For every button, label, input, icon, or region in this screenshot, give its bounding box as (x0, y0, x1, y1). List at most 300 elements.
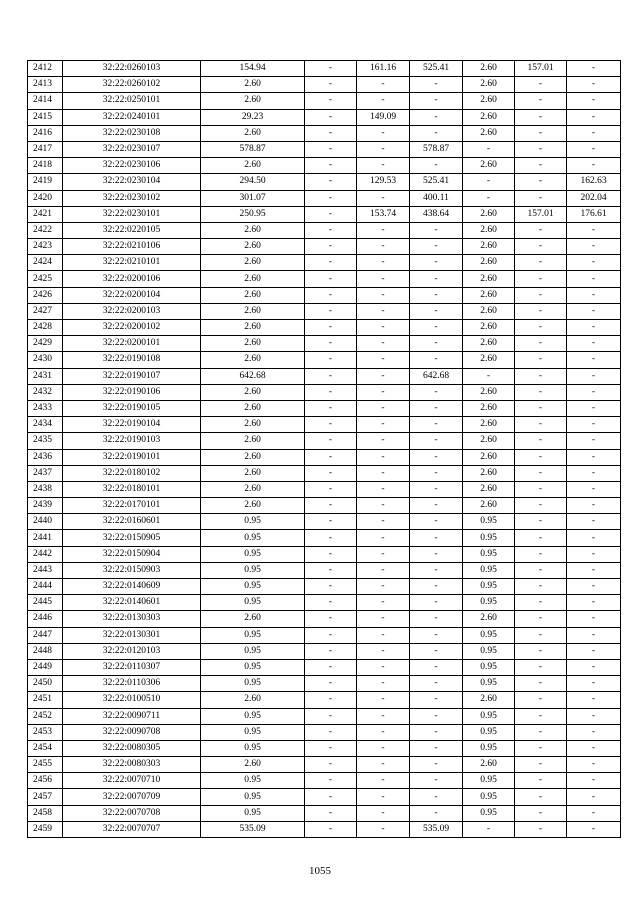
col4-cell: - (305, 546, 357, 562)
col7-cell: 2.60 (463, 400, 515, 416)
col7-cell: 2.60 (463, 352, 515, 368)
row-number-cell: 2441 (28, 530, 63, 546)
col9-cell: - (567, 303, 621, 319)
col9-cell: - (567, 643, 621, 659)
table-row (28, 757, 621, 773)
col4-cell: - (305, 222, 357, 238)
table-row (28, 384, 621, 400)
table-row (28, 659, 621, 675)
col5-cell: - (357, 789, 410, 805)
value-cell: 2.60 (201, 417, 305, 433)
col7-cell: 2.60 (463, 417, 515, 433)
col5-cell: - (357, 449, 410, 465)
col5-cell: - (357, 546, 410, 562)
cadastral-number-cell: 32:22:0110306 (63, 676, 201, 692)
table-row (28, 773, 621, 789)
col4-cell: - (305, 109, 357, 125)
row-number-cell: 2422 (28, 222, 63, 238)
col8-cell: - (515, 158, 567, 174)
col9-cell: - (567, 692, 621, 708)
cadastral-number-cell: 32:22:0100510 (63, 692, 201, 708)
col8-cell: - (515, 805, 567, 821)
col9-cell: - (567, 530, 621, 546)
table-row (28, 303, 621, 319)
col8-cell: - (515, 400, 567, 416)
value-cell: 0.95 (201, 579, 305, 595)
value-cell: 2.60 (201, 449, 305, 465)
page-number: 1055 (309, 865, 331, 877)
col8-cell: - (515, 789, 567, 805)
col6-cell: - (410, 303, 463, 319)
table-row (28, 93, 621, 109)
cadastral-number-cell: 32:22:0230106 (63, 158, 201, 174)
value-cell: 0.95 (201, 659, 305, 675)
col7-cell: 2.60 (463, 465, 515, 481)
col5-cell: - (357, 384, 410, 400)
value-cell: 0.95 (201, 740, 305, 756)
col7-cell: 0.95 (463, 708, 515, 724)
col6-cell: - (410, 109, 463, 125)
col7-cell: 0.95 (463, 724, 515, 740)
table-row (28, 498, 621, 514)
col4-cell: - (305, 125, 357, 141)
col5-cell: - (357, 93, 410, 109)
col8-cell: - (515, 481, 567, 497)
col9-cell: - (567, 287, 621, 303)
col4-cell: - (305, 320, 357, 336)
col9-cell: - (567, 239, 621, 255)
col4-cell: - (305, 271, 357, 287)
col6-cell: - (410, 125, 463, 141)
table-row (28, 676, 621, 692)
col8-cell: - (515, 740, 567, 756)
cadastral-number-cell: 32:22:0150905 (63, 530, 201, 546)
value-cell: 0.95 (201, 676, 305, 692)
col5-cell: - (357, 271, 410, 287)
row-number-cell: 2414 (28, 93, 63, 109)
col8-cell: - (515, 352, 567, 368)
table-row (28, 692, 621, 708)
col4-cell: - (305, 724, 357, 740)
row-number-cell: 2455 (28, 757, 63, 773)
col5-cell: - (357, 368, 410, 384)
col9-cell: - (567, 271, 621, 287)
col8-cell: - (515, 368, 567, 384)
cadastral-number-cell: 32:22:0070709 (63, 789, 201, 805)
table-row (28, 465, 621, 481)
col9-cell: - (567, 514, 621, 530)
col9-cell: - (567, 109, 621, 125)
cadastral-number-cell: 32:22:0070710 (63, 773, 201, 789)
col8-cell: - (515, 692, 567, 708)
col7-cell: 2.60 (463, 125, 515, 141)
value-cell: 0.95 (201, 724, 305, 740)
col7-cell: 2.60 (463, 239, 515, 255)
col7-cell: 0.95 (463, 740, 515, 756)
col5-cell: - (357, 336, 410, 352)
col6-cell: - (410, 773, 463, 789)
value-cell: 2.60 (201, 303, 305, 319)
col6-cell: - (410, 222, 463, 238)
table-row (28, 61, 621, 77)
col4-cell: - (305, 287, 357, 303)
col5-cell: - (357, 498, 410, 514)
col7-cell: 0.95 (463, 789, 515, 805)
col5-cell: - (357, 417, 410, 433)
col4-cell: - (305, 692, 357, 708)
data-table-container (27, 60, 621, 838)
col5-cell: - (357, 724, 410, 740)
col5-cell: - (357, 611, 410, 627)
row-number-cell: 2443 (28, 562, 63, 578)
table-row (28, 336, 621, 352)
row-number-cell: 2451 (28, 692, 63, 708)
col6-cell: - (410, 562, 463, 578)
col7-cell: 0.95 (463, 805, 515, 821)
cadastral-number-cell: 32:22:0130303 (63, 611, 201, 627)
col5-cell: - (357, 562, 410, 578)
col9-cell: - (567, 77, 621, 93)
value-cell: 250.95 (201, 206, 305, 222)
col5-cell: - (357, 465, 410, 481)
cadastral-number-cell: 32:22:0230107 (63, 141, 201, 157)
col9-cell: - (567, 336, 621, 352)
col9-cell: - (567, 757, 621, 773)
value-cell: 0.95 (201, 805, 305, 821)
col4-cell: - (305, 562, 357, 578)
cadastral-number-cell: 32:22:0200102 (63, 320, 201, 336)
table-body (28, 61, 621, 838)
cadastral-number-cell: 32:22:0150904 (63, 546, 201, 562)
col6-cell: - (410, 724, 463, 740)
col4-cell: - (305, 595, 357, 611)
col8-cell: - (515, 222, 567, 238)
col6-cell: - (410, 740, 463, 756)
table-row (28, 514, 621, 530)
cadastral-number-cell: 32:22:0220105 (63, 222, 201, 238)
col4-cell: - (305, 352, 357, 368)
value-cell: 2.60 (201, 320, 305, 336)
col6-cell: 400.11 (410, 190, 463, 206)
table-row (28, 481, 621, 497)
col4-cell: - (305, 368, 357, 384)
col7-cell: 2.60 (463, 498, 515, 514)
col4-cell: - (305, 77, 357, 93)
row-number-cell: 2456 (28, 773, 63, 789)
data-table (27, 60, 621, 838)
cadastral-number-cell: 32:22:0160601 (63, 514, 201, 530)
col7-cell: 0.95 (463, 514, 515, 530)
col8-cell: - (515, 595, 567, 611)
table-row (28, 222, 621, 238)
col6-cell: - (410, 708, 463, 724)
col5-cell: - (357, 579, 410, 595)
value-cell: 0.95 (201, 789, 305, 805)
table-row (28, 125, 621, 141)
col9-cell: - (567, 562, 621, 578)
row-number-cell: 2444 (28, 579, 63, 595)
row-number-cell: 2417 (28, 141, 63, 157)
table-row (28, 643, 621, 659)
col9-cell: - (567, 627, 621, 643)
col8-cell: - (515, 77, 567, 93)
col9-cell: - (567, 125, 621, 141)
col8-cell: - (515, 724, 567, 740)
col5-cell: - (357, 708, 410, 724)
row-number-cell: 2453 (28, 724, 63, 740)
col8-cell: - (515, 125, 567, 141)
col8-cell: - (515, 271, 567, 287)
col8-cell: - (515, 627, 567, 643)
row-number-cell: 2421 (28, 206, 63, 222)
col5-cell: - (357, 659, 410, 675)
col7-cell: 2.60 (463, 93, 515, 109)
row-number-cell: 2413 (28, 77, 63, 93)
table-row (28, 805, 621, 821)
col6-cell: - (410, 255, 463, 271)
row-number-cell: 2429 (28, 336, 63, 352)
row-number-cell: 2450 (28, 676, 63, 692)
col8-cell: - (515, 757, 567, 773)
col9-cell: - (567, 498, 621, 514)
cadastral-number-cell: 32:22:0230108 (63, 125, 201, 141)
col8-cell: - (515, 659, 567, 675)
cadastral-number-cell: 32:22:0080305 (63, 740, 201, 756)
col4-cell: - (305, 659, 357, 675)
value-cell: 2.60 (201, 465, 305, 481)
col9-cell: - (567, 465, 621, 481)
col8-cell: - (515, 676, 567, 692)
cadastral-number-cell: 32:22:0130301 (63, 627, 201, 643)
col7-cell: 0.95 (463, 627, 515, 643)
table-row (28, 287, 621, 303)
col8-cell: - (515, 287, 567, 303)
col6-cell: - (410, 320, 463, 336)
col8-cell: - (515, 530, 567, 546)
col5-cell: - (357, 255, 410, 271)
col8-cell: - (515, 562, 567, 578)
row-number-cell: 2458 (28, 805, 63, 821)
value-cell: 154.94 (201, 61, 305, 77)
table-row (28, 190, 621, 206)
table-row (28, 546, 621, 562)
col7-cell: 0.95 (463, 530, 515, 546)
row-number-cell: 2446 (28, 611, 63, 627)
col6-cell: - (410, 271, 463, 287)
cadastral-number-cell: 32:22:0200104 (63, 287, 201, 303)
col7-cell: 0.95 (463, 773, 515, 789)
col8-cell: - (515, 303, 567, 319)
col9-cell: - (567, 821, 621, 837)
value-cell: 2.60 (201, 757, 305, 773)
col5-cell: 129.53 (357, 174, 410, 190)
value-cell: 2.60 (201, 158, 305, 174)
col9-cell: - (567, 740, 621, 756)
col9-cell: - (567, 659, 621, 675)
value-cell: 2.60 (201, 384, 305, 400)
cadastral-number-cell: 32:22:0070708 (63, 805, 201, 821)
table-row (28, 239, 621, 255)
col4-cell: - (305, 400, 357, 416)
cadastral-number-cell: 32:22:0230102 (63, 190, 201, 206)
col9-cell: - (567, 449, 621, 465)
col6-cell: - (410, 611, 463, 627)
col8-cell: - (515, 320, 567, 336)
col4-cell: - (305, 514, 357, 530)
col5-cell: 149.09 (357, 109, 410, 125)
col4-cell: - (305, 627, 357, 643)
col5-cell: - (357, 320, 410, 336)
table-row (28, 611, 621, 627)
col5-cell: 153.74 (357, 206, 410, 222)
col9-cell: - (567, 773, 621, 789)
col7-cell: 2.60 (463, 481, 515, 497)
row-number-cell: 2415 (28, 109, 63, 125)
col4-cell: - (305, 579, 357, 595)
col5-cell: - (357, 627, 410, 643)
col7-cell: 2.60 (463, 303, 515, 319)
col4-cell: - (305, 773, 357, 789)
row-number-cell: 2438 (28, 481, 63, 497)
table-row (28, 530, 621, 546)
col4-cell: - (305, 303, 357, 319)
col6-cell: - (410, 77, 463, 93)
col6-cell: 525.41 (410, 174, 463, 190)
table-row (28, 320, 621, 336)
col9-cell: - (567, 708, 621, 724)
table-row (28, 400, 621, 416)
col9-cell: - (567, 805, 621, 821)
row-number-cell: 2448 (28, 643, 63, 659)
cadastral-number-cell: 32:22:0200103 (63, 303, 201, 319)
col7-cell: - (463, 190, 515, 206)
row-number-cell: 2445 (28, 595, 63, 611)
col7-cell: - (463, 821, 515, 837)
col5-cell: - (357, 757, 410, 773)
col8-cell: - (515, 498, 567, 514)
value-cell: 301.07 (201, 190, 305, 206)
cadastral-number-cell: 32:22:0150903 (63, 562, 201, 578)
col6-cell: - (410, 433, 463, 449)
row-number-cell: 2435 (28, 433, 63, 449)
cadastral-number-cell: 32:22:0190107 (63, 368, 201, 384)
col6-cell: - (410, 692, 463, 708)
row-number-cell: 2449 (28, 659, 63, 675)
cadastral-number-cell: 32:22:0200101 (63, 336, 201, 352)
table-row (28, 174, 621, 190)
col4-cell: - (305, 206, 357, 222)
value-cell: 2.60 (201, 255, 305, 271)
col9-cell: - (567, 417, 621, 433)
col8-cell: 157.01 (515, 206, 567, 222)
table-row (28, 417, 621, 433)
col7-cell: 0.95 (463, 562, 515, 578)
col7-cell: 2.60 (463, 320, 515, 336)
table-row (28, 789, 621, 805)
value-cell: 29.23 (201, 109, 305, 125)
value-cell: 0.95 (201, 708, 305, 724)
col5-cell: 161.16 (357, 61, 410, 77)
col4-cell: - (305, 465, 357, 481)
table-row (28, 255, 621, 271)
col6-cell: - (410, 757, 463, 773)
col5-cell: - (357, 821, 410, 837)
col8-cell: - (515, 773, 567, 789)
col9-cell: - (567, 61, 621, 77)
col7-cell: 2.60 (463, 449, 515, 465)
col4-cell: - (305, 498, 357, 514)
col7-cell: 2.60 (463, 611, 515, 627)
table-row (28, 579, 621, 595)
row-number-cell: 2428 (28, 320, 63, 336)
col7-cell: 0.95 (463, 659, 515, 675)
col9-cell: - (567, 546, 621, 562)
cadastral-number-cell: 32:22:0230101 (63, 206, 201, 222)
cadastral-number-cell: 32:22:0110307 (63, 659, 201, 675)
col6-cell: 642.68 (410, 368, 463, 384)
row-number-cell: 2425 (28, 271, 63, 287)
col6-cell: - (410, 287, 463, 303)
table-row (28, 206, 621, 222)
col9-cell: 202.04 (567, 190, 621, 206)
col6-cell: - (410, 643, 463, 659)
col8-cell: - (515, 546, 567, 562)
col7-cell: 2.60 (463, 255, 515, 271)
col6-cell: - (410, 336, 463, 352)
col5-cell: - (357, 514, 410, 530)
col4-cell: - (305, 255, 357, 271)
col7-cell: 0.95 (463, 643, 515, 659)
cadastral-number-cell: 32:22:0140601 (63, 595, 201, 611)
cadastral-number-cell: 32:22:0250101 (63, 93, 201, 109)
table-row (28, 449, 621, 465)
col5-cell: - (357, 595, 410, 611)
row-number-cell: 2420 (28, 190, 63, 206)
cadastral-number-cell: 32:22:0140609 (63, 579, 201, 595)
col4-cell: - (305, 93, 357, 109)
col6-cell: - (410, 627, 463, 643)
col8-cell: - (515, 579, 567, 595)
col5-cell: - (357, 643, 410, 659)
col9-cell: - (567, 93, 621, 109)
value-cell: 578.87 (201, 141, 305, 157)
row-number-cell: 2433 (28, 400, 63, 416)
cadastral-number-cell: 32:22:0260102 (63, 77, 201, 93)
col6-cell: - (410, 481, 463, 497)
col5-cell: - (357, 190, 410, 206)
col9-cell: - (567, 352, 621, 368)
table-row (28, 562, 621, 578)
col8-cell: - (515, 336, 567, 352)
row-number-cell: 2437 (28, 465, 63, 481)
value-cell: 0.95 (201, 562, 305, 578)
row-number-cell: 2459 (28, 821, 63, 837)
value-cell: 2.60 (201, 433, 305, 449)
row-number-cell: 2452 (28, 708, 63, 724)
value-cell: 2.60 (201, 400, 305, 416)
cadastral-number-cell: 32:22:0090708 (63, 724, 201, 740)
value-cell: 0.95 (201, 595, 305, 611)
row-number-cell: 2447 (28, 627, 63, 643)
col9-cell: 176.61 (567, 206, 621, 222)
col7-cell: 0.95 (463, 595, 515, 611)
value-cell: 0.95 (201, 627, 305, 643)
row-number-cell: 2434 (28, 417, 63, 433)
col7-cell: 2.60 (463, 222, 515, 238)
col6-cell: 535.09 (410, 821, 463, 837)
row-number-cell: 2454 (28, 740, 63, 756)
cadastral-number-cell: 32:22:0190101 (63, 449, 201, 465)
